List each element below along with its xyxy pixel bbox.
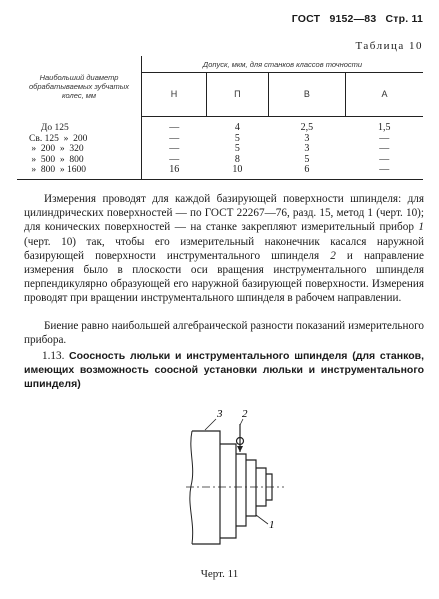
spindle-diagram: [186, 406, 286, 556]
para1-ref-2: 2: [330, 249, 336, 262]
cell-v: 2,5: [300, 122, 314, 133]
header-gost: ГОСТ: [291, 13, 321, 25]
cell-v: 6: [268, 165, 345, 179]
table-row: [17, 144, 423, 155]
column-header-n: Н: [142, 73, 207, 117]
label-1: 1: [269, 519, 275, 531]
cell-p: 5: [234, 132, 240, 144]
para1-text-3: и направление измерения было в плоскости оси вращения инструментального шпинделя перпендикулярно образующей его наружной базирующей поверхности. Измерения проводят при вращении инструментального шпинделя в рабочем направлении.: [24, 249, 424, 305]
tolerance-table: [17, 56, 423, 180]
section-title: Соосность люльки и инструментального шпинделя (для станков, имеющих возможность соосной установки люльки и инструментального шпинделя): [24, 350, 424, 391]
table-row: [17, 117, 423, 134]
cell-a: —: [379, 143, 390, 154]
figure-caption: Черт. 11: [200, 568, 239, 580]
para2-text: Биение равно наибольшей алгебраической разности показаний измерительного прибора.: [24, 320, 424, 347]
table-row: [17, 165, 423, 179]
cell-p: 10: [206, 165, 268, 179]
cell-v: 5: [304, 153, 310, 165]
column-header-p: П: [206, 73, 268, 117]
para1-text-1: Измерения проводят для каждой базирующей поверхности шпинделя: для цилиндрических поверхностей — по ГОСТ 22267—76, разд. 15, метод 1 (черт. 10); для конических поверхностей — на станке закрепляют измерительный прибор: [24, 193, 424, 234]
measurement-paragraph: [24, 192, 424, 306]
row-range: » 500 » 800: [17, 155, 142, 166]
column-header-v: В: [268, 73, 345, 117]
span-header: Допуск, мкм, для станков классов точности: [142, 56, 424, 73]
label-2: 2: [242, 408, 248, 420]
cell-p: 5: [234, 143, 240, 154]
cradle-outline: [192, 431, 220, 544]
row-range: До 125: [17, 117, 142, 134]
header-number: 9152—83: [329, 13, 377, 25]
para1-text-2: (черт. 10) так, чтобы его измерительный наконечник касался наружной базирующей поверхности инструментального шпинделя: [24, 235, 424, 262]
row-range: » 200 » 320: [17, 144, 142, 155]
cell-v: 3: [304, 143, 310, 154]
spindle-body: [220, 444, 236, 538]
cell-a: —: [379, 132, 390, 144]
table-label: Таблица 10: [355, 40, 423, 52]
cell-n: —: [169, 132, 180, 144]
para1-ref-1: 1: [418, 221, 424, 234]
cell-a: —: [379, 153, 390, 165]
cell-n: —: [169, 143, 180, 154]
label-3: 3: [217, 408, 223, 420]
table-row: [17, 134, 423, 145]
column-header-a: А: [346, 73, 423, 117]
cell-v: 3: [304, 132, 310, 144]
page-header: [286, 13, 423, 25]
cell-n: 16: [142, 165, 207, 179]
cell-a: —: [346, 165, 423, 179]
cell-n: —: [169, 153, 180, 165]
runout-paragraph: [24, 319, 424, 347]
table-row: [17, 155, 423, 166]
cell-a: 1,5: [378, 122, 391, 133]
header-page: Стр. 11: [385, 13, 423, 25]
indicator-arrow: [237, 446, 243, 452]
row-range: » 800 » 1600: [17, 165, 142, 179]
first-column-header: Наибольший диаметр обрабатываемых зубчатых колес, мм: [17, 56, 142, 117]
cell-p: 8: [234, 153, 240, 165]
section-heading: [24, 349, 424, 392]
cell-p: 4: [234, 122, 240, 133]
cell-n: —: [169, 122, 180, 133]
section-number: 1.13.: [42, 350, 65, 362]
row-range: Св. 125 » 200: [17, 134, 142, 145]
